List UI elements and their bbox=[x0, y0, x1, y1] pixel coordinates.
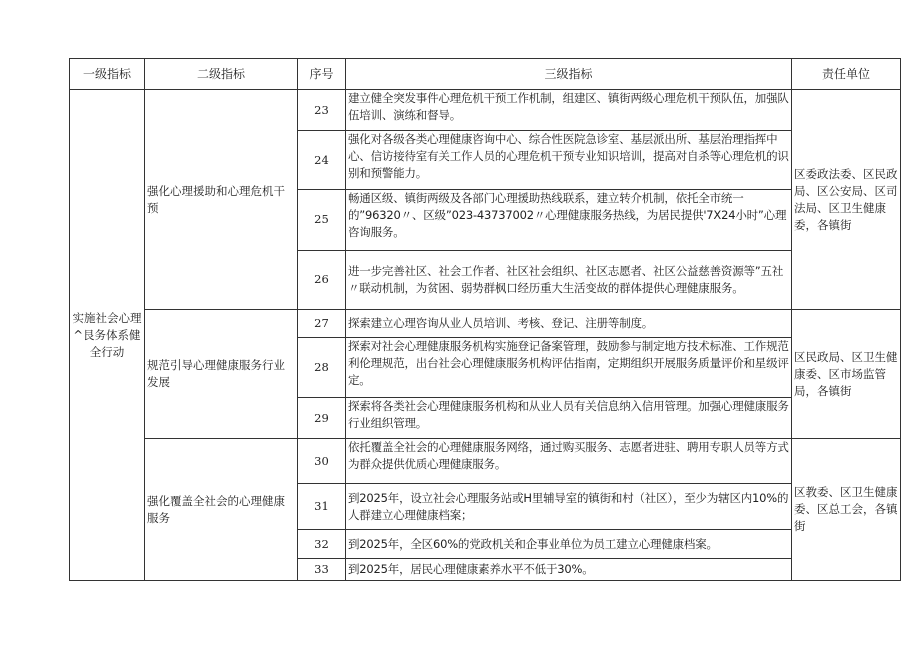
seq-cell: 33 bbox=[298, 558, 346, 580]
responsible-cell: 区委政法委、区民政局、区公安局、区司法局、区卫生健康委，各镇街 bbox=[792, 90, 901, 310]
table-row bbox=[70, 310, 901, 338]
seq-cell: 26 bbox=[298, 250, 346, 310]
seq-cell: 32 bbox=[298, 530, 346, 558]
header-seq: 序号 bbox=[298, 59, 346, 90]
level3-cell: 到2025年，全区60%的党政机关和企事业单位为员工建立心理健康档案。 bbox=[346, 530, 792, 558]
header-level3: 三级指标 bbox=[346, 59, 792, 90]
header-level2: 二级指标 bbox=[145, 59, 298, 90]
level3-cell: 探索建立心理咨询从业人员培训、考核、登记、注册等制度。 bbox=[346, 310, 792, 338]
level2-cell: 强化覆盖全社会的心理健康服务 bbox=[145, 439, 298, 581]
seq-cell: 23 bbox=[298, 90, 346, 131]
header-responsible: 责任单位 bbox=[792, 59, 901, 90]
responsible-cell: 区教委、区卫生健康委、区总工会，各镇街 bbox=[792, 439, 901, 581]
indicator-table bbox=[69, 58, 901, 581]
level1-cell: 实施社会心理^艮务体系健全行动 bbox=[70, 90, 145, 581]
level3-cell: 探索对社会心理健康服务机构实施登记备案管理，鼓励参与制定地方技术标准、工作规范利伦理规范，出台社会心理健康服务机构评估指南，定期组织开展服务质量评价和星级评定。 bbox=[346, 338, 792, 398]
seq-cell: 25 bbox=[298, 190, 346, 251]
seq-cell: 24 bbox=[298, 131, 346, 190]
header-level1: 一级指标 bbox=[70, 59, 145, 90]
seq-cell: 27 bbox=[298, 310, 346, 338]
table-row bbox=[70, 90, 901, 131]
header-row bbox=[70, 59, 901, 90]
level3-cell: 到2025年，居民心理健康素养水平不低于30%。 bbox=[346, 558, 792, 580]
responsible-cell: 区民政局、区卫生健康委、区市场监管局，各镇街 bbox=[792, 310, 901, 439]
seq-cell: 30 bbox=[298, 439, 346, 483]
level3-cell: 探索将各类社会心理健康服务机构和从业人员有关信息纳入信用管理。加强心理健康服务行业组织管理。 bbox=[346, 398, 792, 439]
seq-cell: 31 bbox=[298, 483, 346, 529]
level3-cell: 强化对各级各类心理健康咨询中心、综合性医院急诊室、基层派出所、基层治理指挥中心、信访接待室有关工作人员的心理危机干预专业知识培训，提高对自杀等心理危机的识别和预警能力。 bbox=[346, 131, 792, 190]
level2-cell: 规范引导心理健康服务行业发展 bbox=[145, 310, 298, 439]
seq-cell: 28 bbox=[298, 338, 346, 398]
level3-cell: 建立健全突发事件心理危机干预工作机制，组建区、镇街两级心理危机干预队伍，加强队伍培训、演练和督导。 bbox=[346, 90, 792, 131]
level3-cell: 到2025年，设立社会心理服务站或H里辅导室的镇街和村（社区），至少为辖区内10%的人群建立心理健康档案； bbox=[346, 483, 792, 529]
level3-cell: 畅通区级、镇街两级及各部门心理援助热线联系，建立转介机制，依托全市统一的”96320〃、区级”023-43737002〃心理健康服务热线，为居民提供'7X24小时”心理咨询服务。 bbox=[346, 190, 792, 251]
seq-cell: 29 bbox=[298, 398, 346, 439]
level3-cell: 依托覆盖全社会的心理健康服务网络，通过购买服务、志愿者进驻、聘用专职人员等方式为群众提供优质心理健康服务。 bbox=[346, 439, 792, 483]
level3-cell: 进一步完善社区、社会工作者、社区社会组织、社区志愿者、社区公益慈善资源等”五社〃联动机制，为贫困、弱势群枫口经历重大生活变故的群体提供心理健康服务。 bbox=[346, 250, 792, 310]
table-row bbox=[70, 439, 901, 483]
level2-cell: 强化心理援助和心理危机干预 bbox=[145, 90, 298, 310]
